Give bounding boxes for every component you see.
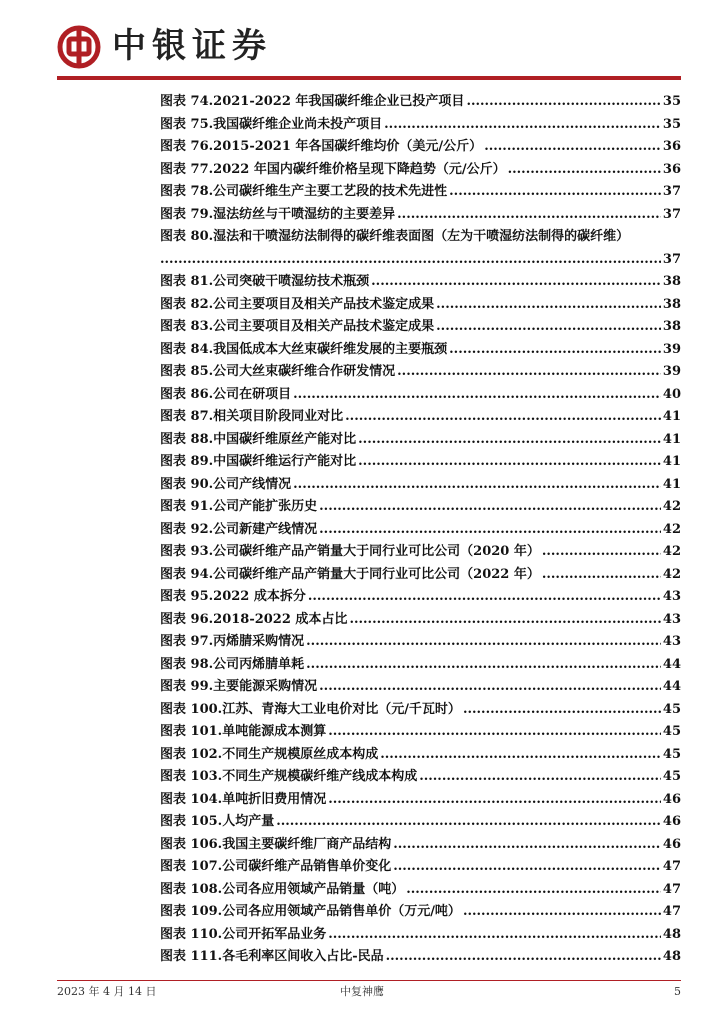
toc-leader-dots [386, 946, 661, 969]
toc-entry-label: 图表 95.2022 成本拆分 [160, 589, 306, 604]
toc-entry[interactable] [160, 339, 681, 362]
toc-entry-label: 图表 105.人均产量 [160, 814, 275, 829]
toc-leader-dots [293, 384, 661, 407]
toc-entry-label: 图表 76.2015-2021 年各国碳纤维均价（美元/公斤） [160, 139, 483, 154]
toc-leader-dots [328, 721, 661, 744]
toc-entry-page: 45 [662, 701, 681, 717]
toc-entry[interactable] [160, 406, 681, 429]
toc-leader-dots [328, 789, 661, 812]
toc-entry-page: 37 [662, 184, 681, 199]
toc-entry-page: 41 [662, 431, 681, 447]
toc-entry-page: 46 [662, 814, 681, 829]
toc-entry[interactable] [160, 474, 681, 497]
toc-entry-label: 图表 91.公司产能扩张历史 [160, 499, 318, 514]
toc-entry[interactable] [160, 226, 681, 271]
toc-leader-dots [319, 496, 661, 519]
toc-entry-page: 41 [662, 476, 681, 492]
toc-entry-page: 38 [662, 274, 681, 289]
toc-entry[interactable] [160, 519, 681, 542]
toc-entry-label: 图表 104.单吨折旧费用情况 [160, 791, 327, 807]
toc-entry-continuation [160, 249, 681, 272]
toc-entry-page: 41 [662, 454, 681, 469]
toc-entry-label: 图表 93.公司碳纤维产品产销量大于同行业可比公司（2020 年） [160, 544, 540, 559]
toc-leader-dots [276, 811, 661, 834]
toc-entry-label: 图表 98.公司丙烯腈单耗 [160, 656, 305, 672]
toc-entry-label: 图表 87.相关项目阶段同业对比 [160, 409, 344, 424]
toc-entry[interactable] [160, 541, 681, 564]
toc-entry-page: 43 [662, 634, 681, 649]
toc-entry-label: 图表 97.丙烯腈采购情况 [160, 634, 305, 649]
toc-entry-page: 44 [662, 656, 681, 672]
toc-entry[interactable] [160, 699, 681, 722]
toc-entry-label: 图表 100.江苏、青海大工业电价对比（元/千瓦时） [160, 701, 461, 717]
toc-leader-dots [397, 361, 661, 384]
footer-page-number: 5 [674, 985, 681, 998]
toc-leader-dots [449, 181, 661, 204]
toc-leader-dots [436, 316, 661, 339]
toc-leader-dots [466, 91, 660, 114]
toc-entry-label: 图表 90.公司产线情况 [160, 476, 292, 492]
toc-leader-dots [393, 834, 661, 857]
toc-entry-page: 40 [662, 386, 681, 402]
toc-entry[interactable] [160, 91, 681, 114]
toc-entry[interactable] [160, 159, 681, 182]
toc-leader-dots [345, 406, 661, 429]
toc-entry-page: 42 [662, 566, 681, 582]
toc-entry-page: 47 [662, 904, 681, 919]
toc-entry-label: 图表 78.公司碳纤维生产主要工艺段的技术先进性 [160, 184, 448, 199]
toc-entry-page: 48 [662, 949, 681, 964]
toc-entry-page: 38 [662, 319, 681, 334]
toc-entry-page: 46 [662, 791, 681, 807]
toc-entry-label: 图表 83.公司主要项目及相关产品技术鉴定成果 [160, 319, 435, 334]
toc-entry[interactable] [160, 676, 681, 699]
toc-entry-label: 图表 80.湿法和干喷湿纺法制得的碳纤维表面图（左为干喷湿纺法制得的碳纤维） [160, 229, 630, 244]
toc-leader-dots [328, 924, 661, 947]
toc-leader-dots [484, 136, 661, 159]
toc-entry-label: 图表 88.中国碳纤维原丝产能对比 [160, 431, 357, 447]
toc-entry-page: 37 [662, 251, 681, 267]
toc-entry-page: 36 [662, 161, 681, 177]
toc-leader-dots [319, 519, 661, 542]
toc-entry[interactable] [160, 451, 681, 474]
toc-entry-label: 图表 106.我国主要碳纤维厂商产品结构 [160, 836, 392, 852]
toc-leader-dots [542, 564, 661, 587]
toc-entry-page: 44 [662, 679, 681, 694]
toc-entry[interactable] [160, 586, 681, 609]
toc-leader-dots [384, 114, 661, 137]
toc-entry-page: 43 [662, 611, 681, 627]
toc-leader-dots [319, 676, 661, 699]
toc-entry-page: 42 [662, 544, 681, 559]
toc-entry[interactable] [160, 564, 681, 587]
toc-leader-dots [349, 609, 660, 632]
toc-leader-dots [358, 429, 661, 452]
toc-entry-label: 图表 103.不同生产规模碳纤维产线成本构成 [160, 769, 418, 784]
table-of-figures [160, 91, 681, 969]
toc-entry-label: 图表 75.我国碳纤维企业尚未投产项目 [160, 116, 383, 132]
toc-leader-dots [371, 271, 661, 294]
toc-entry-label: 图表 92.公司新建产线情况 [160, 521, 318, 537]
toc-entry[interactable] [160, 271, 681, 294]
toc-entry-label: 图表 74.2021-2022 年我国碳纤维企业已投产项目 [160, 94, 465, 109]
toc-entry-page: 47 [662, 859, 681, 874]
toc-entry[interactable] [160, 879, 681, 902]
toc-leader-dots [406, 879, 661, 902]
toc-entry-page: 45 [662, 769, 681, 784]
toc-entry-page: 35 [662, 116, 681, 132]
toc-entry-page: 36 [662, 139, 681, 154]
toc-entry-label: 图表 109.公司各应用领域产品销售单价（万元/吨） [160, 904, 461, 919]
toc-leader-dots [449, 339, 661, 362]
toc-entry[interactable] [160, 384, 681, 407]
toc-entry[interactable] [160, 429, 681, 452]
toc-entry-page: 35 [662, 94, 681, 109]
page-header [0, 0, 724, 82]
toc-entry-label: 图表 110.公司开拓军品业务 [160, 926, 327, 942]
toc-entry-page: 46 [662, 836, 681, 852]
toc-leader-dots [293, 474, 661, 497]
brand-name: 中银证券 [112, 26, 272, 66]
toc-leader-dots [160, 249, 661, 272]
toc-entry-label: 图表 84.我国低成本大丝束碳纤维发展的主要瓶颈 [160, 341, 448, 357]
toc-entry[interactable] [160, 721, 681, 744]
toc-leader-dots [508, 159, 661, 182]
toc-entry-label: 图表 99.主要能源采购情况 [160, 679, 318, 694]
toc-entry[interactable] [160, 181, 681, 204]
toc-entry-page: 48 [662, 926, 681, 942]
toc-leader-dots [542, 541, 661, 564]
toc-entry[interactable] [160, 316, 681, 339]
toc-entry-label: 图表 81.公司突破干喷湿纺技术瓶颈 [160, 274, 370, 289]
toc-entry-page: 42 [662, 499, 681, 514]
toc-leader-dots [306, 654, 661, 677]
toc-entry[interactable] [160, 114, 681, 137]
footer-divider [57, 980, 681, 981]
toc-entry-page: 47 [662, 881, 681, 897]
toc-entry[interactable] [160, 924, 681, 947]
toc-entry[interactable] [160, 361, 681, 384]
bank-of-china-logo-icon [57, 25, 101, 69]
toc-leader-dots [463, 901, 661, 924]
toc-entry-page: 45 [662, 746, 681, 762]
toc-leader-dots [463, 699, 661, 722]
toc-entry-page: 39 [662, 364, 681, 379]
toc-entry-label: 图表 94.公司碳纤维产品产销量大于同行业可比公司（2022 年） [160, 566, 540, 582]
header-divider [57, 76, 681, 80]
toc-entry-label: 图表 102.不同生产规模原丝成本构成 [160, 746, 379, 762]
toc-entry[interactable] [160, 136, 681, 159]
toc-entry-label: 图表 86.公司在研项目 [160, 386, 292, 402]
toc-entry-page: 43 [662, 589, 681, 604]
toc-entry[interactable] [160, 811, 681, 834]
toc-leader-dots [306, 631, 661, 654]
toc-entry[interactable] [160, 294, 681, 317]
toc-entry-page: 39 [662, 341, 681, 357]
toc-entry-page: 45 [662, 724, 681, 739]
toc-entry-label: 图表 79.湿法纺丝与干喷湿纺的主要差异 [160, 206, 396, 222]
toc-entry-label: 图表 107.公司碳纤维产品销售单价变化 [160, 859, 392, 874]
toc-entry-label: 图表 85.公司大丝束碳纤维合作研发情况 [160, 364, 396, 379]
toc-entry[interactable] [160, 856, 681, 879]
toc-leader-dots [358, 451, 661, 474]
toc-entry[interactable] [160, 609, 681, 632]
toc-entry-label: 图表 108.公司各应用领域产品销量（吨） [160, 881, 405, 897]
toc-entry-page: 42 [662, 521, 681, 537]
toc-entry-page: 38 [662, 296, 681, 312]
toc-leader-dots [380, 744, 661, 767]
toc-entry-label: 图表 96.2018-2022 成本占比 [160, 611, 348, 627]
toc-entry[interactable] [160, 744, 681, 767]
toc-entry[interactable] [160, 631, 681, 654]
footer-company: 中复神鹰 [340, 985, 384, 998]
toc-entry-label: 图表 82.公司主要项目及相关产品技术鉴定成果 [160, 296, 435, 312]
toc-leader-dots [308, 586, 661, 609]
toc-leader-dots [393, 856, 661, 879]
toc-entry-page: 41 [662, 409, 681, 424]
toc-leader-dots [419, 766, 661, 789]
toc-entry[interactable] [160, 834, 681, 857]
toc-entry-page: 37 [662, 206, 681, 222]
toc-leader-dots [436, 294, 661, 317]
toc-entry-label: 图表 89.中国碳纤维运行产能对比 [160, 454, 357, 469]
toc-entry[interactable] [160, 654, 681, 677]
toc-entry[interactable] [160, 496, 681, 519]
toc-entry-label: 图表 101.单吨能源成本测算 [160, 724, 327, 739]
toc-entry[interactable] [160, 789, 681, 812]
toc-entry[interactable] [160, 901, 681, 924]
toc-entry[interactable] [160, 946, 681, 969]
footer-date: 2023 年 4 月 14 日 [57, 985, 157, 998]
toc-entry[interactable] [160, 766, 681, 789]
toc-entry[interactable] [160, 204, 681, 227]
toc-leader-dots [397, 204, 661, 227]
toc-entry-label: 图表 111.各毛利率区间收入占比-民品 [160, 949, 384, 964]
toc-entry-label: 图表 77.2022 年国内碳纤维价格呈现下降趋势（元/公斤） [160, 161, 506, 177]
